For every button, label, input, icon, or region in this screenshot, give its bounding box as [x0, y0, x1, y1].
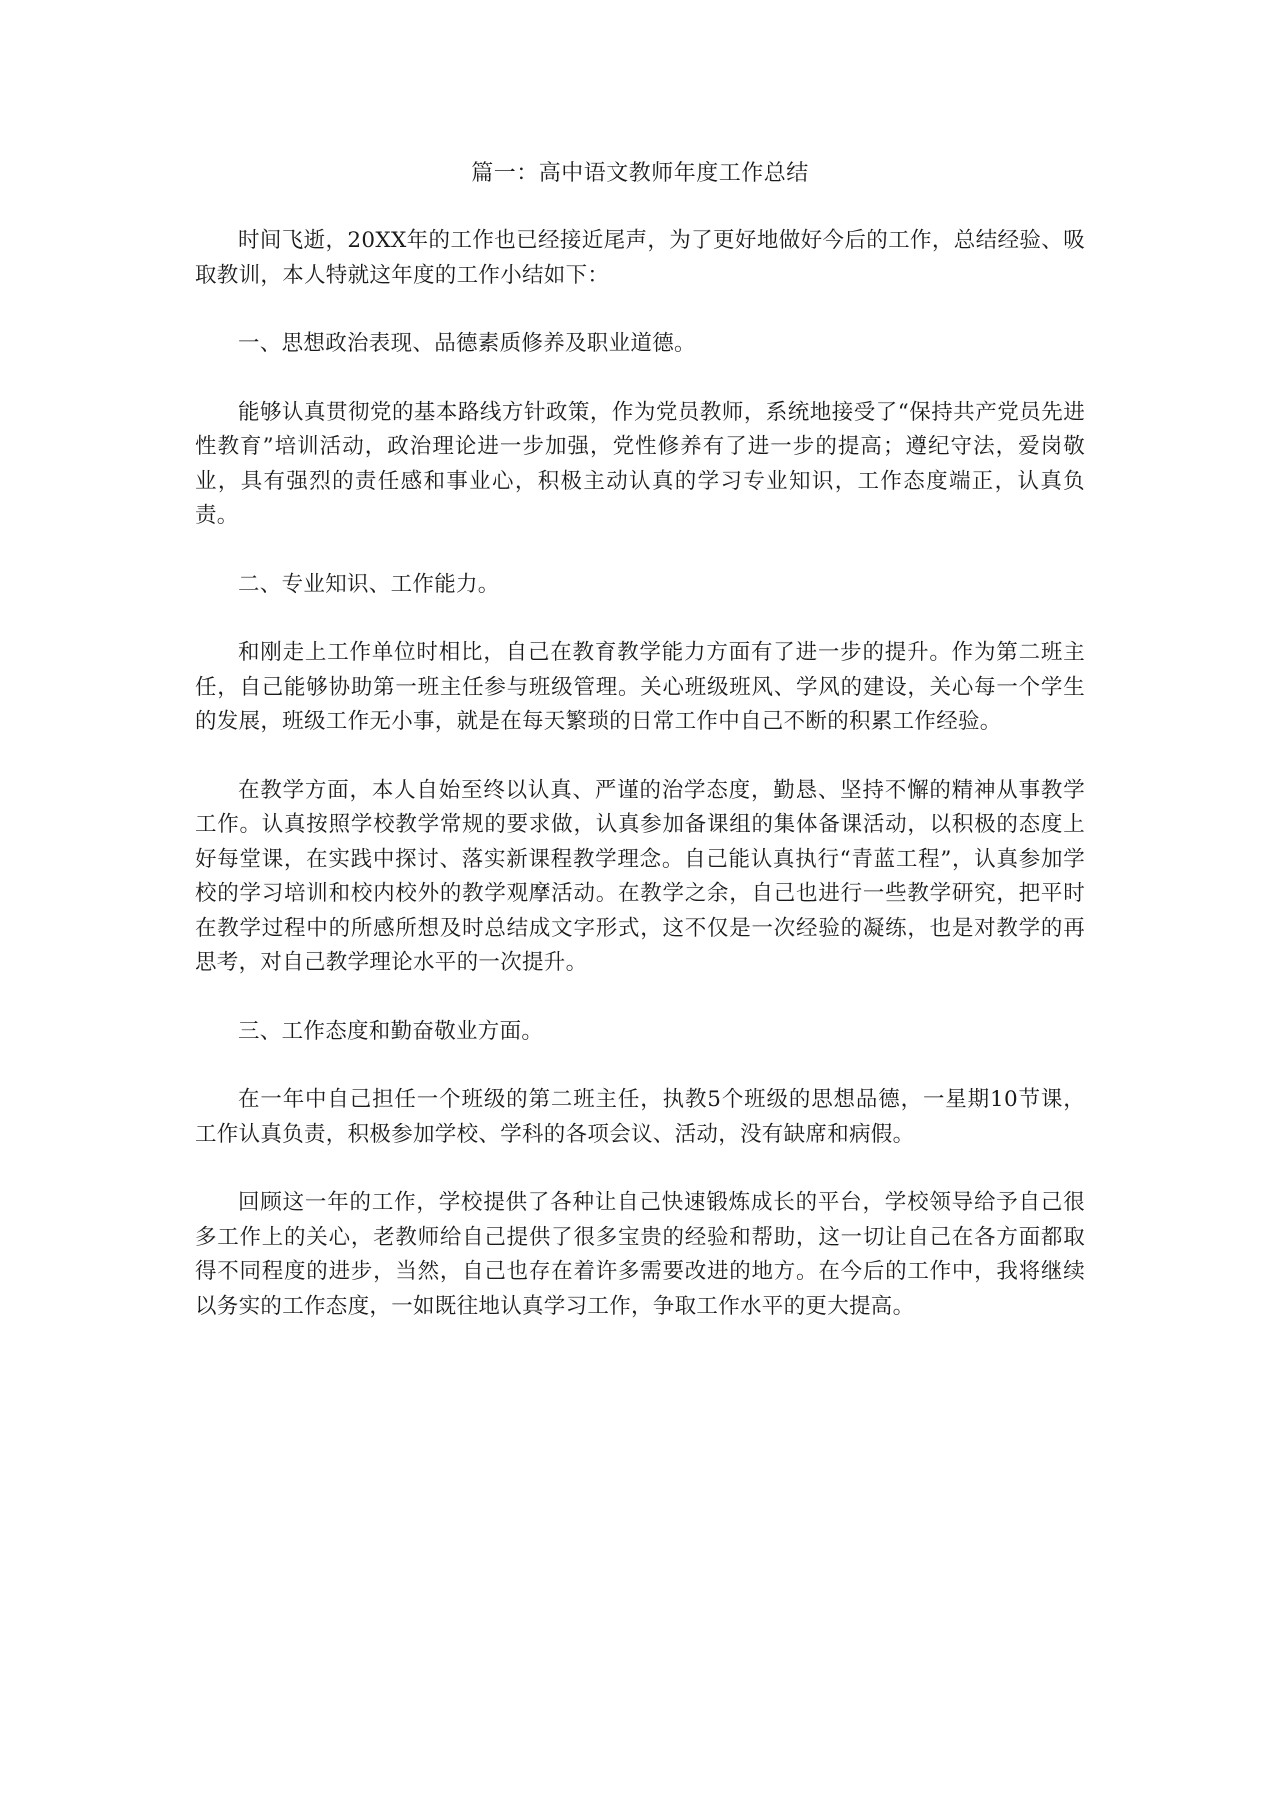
closing-paragraph: 回顾这一年的工作，学校提供了各种让自己快速锻炼成长的平台，学校领导给予自己很多工作上的关心，老教师给自己提供了很多宝贵的经验和帮助，这一切让自己在各方面都取得不同程度的进步，当然，自己也存在着许多需要改进的地方。在今后的工作中，我将继续以务实的工作态度，一如既往地认真学习工作，争取工作水平的更大提高。 [195, 1190, 1085, 1319]
section-2-paragraph-1: 和刚走上工作单位时相比，自己在教育教学能力方面有了进一步的提升。作为第二班主任，自己能够协助第一班主任参与班级管理。关心班级班风、学风的建设，关心每一个学生的发展，班级工作无小事，就是在每天繁琐的日常工作中自己不断的积累工作经验。 [195, 640, 1085, 734]
section-1-heading: 一、思想政治表现、品德素质修养及职业道德。 [238, 331, 696, 356]
document-title: 篇一：高中语文教师年度工作总结 [471, 161, 809, 186]
section-1-paragraph: 能够认真贯彻党的基本路线方针政策，作为党员教师，系统地接受了“保持共产党员先进性教育”培训活动，政治理论进一步加强，党性修养有了进一步的提高；遵纪守法，爱岗敬业，具有强烈的责任感和事业心，积极主动认真的学习专业知识，工作态度端正，认真负责。 [195, 399, 1085, 528]
intro-paragraph: 时间飞逝，20XX年的工作也已经接近尾声，为了更好地做好今后的工作，总结经验、吸取教训，本人特就这年度的工作小结如下： [195, 228, 1085, 288]
section-2-paragraph-2: 在教学方面，本人自始至终以认真、严谨的治学态度，勤恳、坚持不懈的精神从事教学工作。认真按照学校教学常规的要求做，认真参加备课组的集体备课活动，以积极的态度上好每堂课，在实践中探讨、落实新课程教学理念。自己能认真执行“青蓝工程”，认真参加学校的学习培训和校内校外的教学观摩活动。在教学之余，自己也进行一些教学研究，把平时在教学过程中的所感所想及时总结成文字形式，这不仅是一次经验的凝练，也是对教学的再思考，对自己教学理论水平的一次提升。 [195, 777, 1085, 975]
section-3-paragraph: 在一年中自己担任一个班级的第二班主任，执教5个班级的思想品德，一星期10节课，工作认真负责，积极参加学校、学科的各项会议、活动，没有缺席和病假。 [195, 1087, 1085, 1147]
section-2-heading: 二、专业知识、工作能力。 [238, 571, 500, 597]
document-body [195, 158, 1085, 1358]
section-3-heading: 三、工作态度和勤奋敬业方面。 [238, 1018, 544, 1044]
